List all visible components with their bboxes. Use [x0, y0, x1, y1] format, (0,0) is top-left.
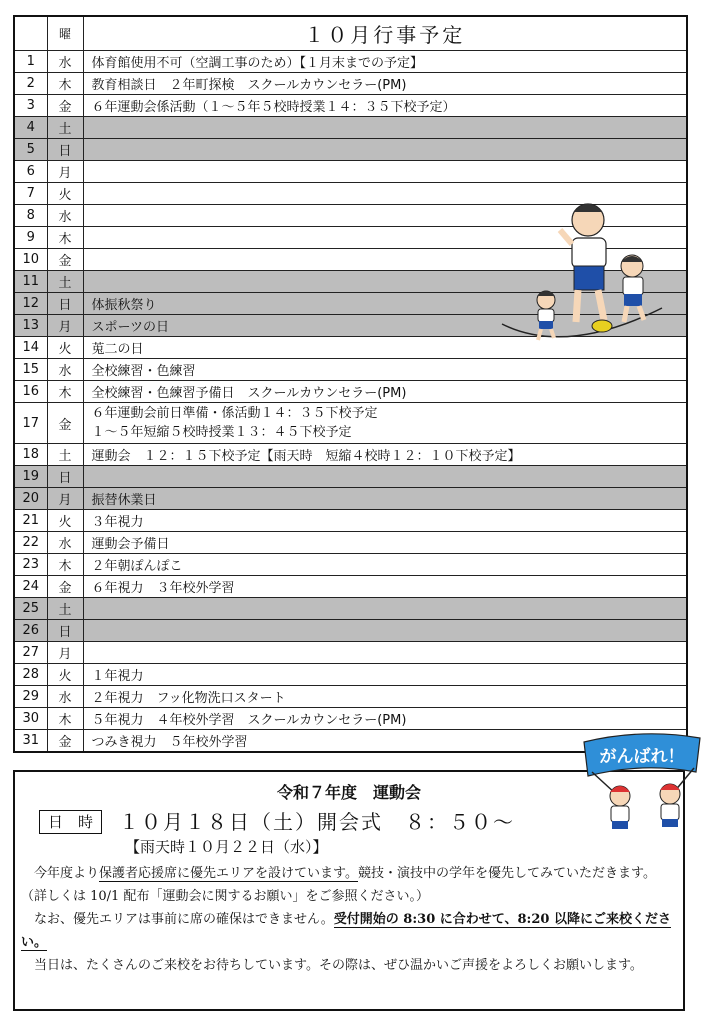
event-text: ２年朝ぽんぽこ: [91, 559, 183, 574]
day-number: 19: [14, 466, 47, 488]
event-cell: [83, 576, 687, 598]
p2-underlined: 受付開始の 8:30 に合わせて、8:20 以降にご来校ください。: [21, 912, 671, 950]
schedule-row: [14, 73, 687, 95]
cheering-kids-illustration: [578, 728, 706, 838]
weekday: 水: [47, 359, 83, 381]
day-number: 29: [14, 686, 47, 708]
weekday: 木: [47, 554, 83, 576]
schedule-row: [14, 664, 687, 686]
notice-paragraph-1: [21, 862, 673, 908]
day-number: 22: [14, 532, 47, 554]
event-text: 莵二の日: [91, 342, 144, 357]
schedule-row: [14, 708, 687, 730]
day-number: 9: [14, 227, 47, 249]
event-cell: [83, 359, 687, 381]
schedule-row: [14, 510, 687, 532]
day-number: 20: [14, 488, 47, 510]
schedule-body: [14, 51, 687, 753]
date-label: 日 時: [39, 810, 102, 834]
event-text: 運動会予備日: [91, 537, 170, 552]
notice-paragraph-2: [21, 908, 673, 954]
weekday: 月: [47, 315, 83, 337]
schedule-row: [14, 466, 687, 488]
day-number: 16: [14, 381, 47, 403]
day-number: 13: [14, 315, 47, 337]
day-number: 7: [14, 183, 47, 205]
day-number: 23: [14, 554, 47, 576]
weekday: 土: [47, 598, 83, 620]
weekday: 日: [47, 620, 83, 642]
day-number: 25: [14, 598, 47, 620]
schedule-row: [14, 598, 687, 620]
schedule-row: [14, 686, 687, 708]
event-text: つみき視力 ５年校外学習: [91, 735, 248, 750]
schedule-row: [14, 576, 687, 598]
weekday: 土: [47, 271, 83, 293]
day-number: 1: [14, 51, 47, 73]
p1-text-a: 今年度より: [34, 866, 100, 881]
event-cell: [83, 554, 687, 576]
event-cell: [83, 510, 687, 532]
day-number: 18: [14, 444, 47, 466]
weekday: 火: [47, 337, 83, 359]
day-number: 8: [14, 205, 47, 227]
running-family-illustration: [496, 196, 674, 356]
event-cell: [83, 161, 687, 183]
schedule-row: [14, 642, 687, 664]
weekday: 土: [47, 117, 83, 139]
weekday: 火: [47, 664, 83, 686]
event-cell: [83, 403, 687, 444]
event-text: 全校練習・色練習予備日 スクールカウンセラー(PM): [91, 386, 407, 401]
day-number: 4: [14, 117, 47, 139]
day-number: 11: [14, 271, 47, 293]
event-text: スポーツの日: [91, 320, 169, 335]
schedule-row: [14, 359, 687, 381]
event-cell: [83, 620, 687, 642]
p2-text-a: なお、優先エリアは事前に席の確保はできません。: [34, 912, 334, 927]
schedule-row: [14, 488, 687, 510]
schedule-row: [14, 95, 687, 117]
p1-underlined: 保護者応援席に優先エリアを設けています。: [99, 866, 358, 881]
schedule-table: [13, 15, 688, 753]
day-number: 17: [14, 403, 47, 444]
weekday: 木: [47, 73, 83, 95]
event-cell: [83, 488, 687, 510]
event-text: ３年視力: [91, 515, 144, 530]
weekday: 木: [47, 227, 83, 249]
day-number: 28: [14, 664, 47, 686]
schedule-row: [14, 444, 687, 466]
schedule-row: [14, 117, 687, 139]
event-text: ６年視力 ３年校外学習: [91, 581, 235, 596]
day-number: 24: [14, 576, 47, 598]
event-cell: [83, 708, 687, 730]
event-cell: [83, 598, 687, 620]
day-number: 31: [14, 730, 47, 753]
weekday: 日: [47, 293, 83, 315]
day-number: 6: [14, 161, 47, 183]
event-cell: [83, 381, 687, 403]
event-text: 教育相談日 ２年町探検 スクールカウンセラー(PM): [91, 78, 407, 93]
event-cell: [83, 117, 687, 139]
notice-paragraph-3: 当日は、たくさんのご来校をお待ちしています。その際は、ぜひ温かいご声援をよろしくお願いします。: [34, 958, 643, 973]
schedule-row: [14, 532, 687, 554]
schedule-header-row: [14, 16, 687, 51]
schedule-row: [14, 161, 687, 183]
event-cell: [83, 642, 687, 664]
schedule-row: [14, 620, 687, 642]
weekday: 金: [47, 403, 83, 444]
weekday: 月: [47, 161, 83, 183]
schedule-title: １０月行事予定: [83, 16, 687, 51]
weekday: 火: [47, 183, 83, 205]
banner-text: がんばれ！: [599, 747, 685, 767]
event-text: １～５年短縮５校時授業１３：４５下校予定: [91, 425, 352, 440]
event-cell: [83, 444, 687, 466]
weekday: 水: [47, 205, 83, 227]
day-number: 21: [14, 510, 47, 532]
event-cell: [83, 95, 687, 117]
event-text: 運動会 １２：１５下校予定【雨天時 短縮４校時１２：１０下校予定】: [91, 449, 521, 464]
day-number: 12: [14, 293, 47, 315]
event-date: １０月１８日（土）開会式 ８：５０～: [119, 810, 515, 834]
weekday: 金: [47, 730, 83, 753]
event-text: ６年運動会係活動（１～５年５校時授業１４：３５下校予定）: [91, 100, 456, 115]
event-text: ６年運動会前日準備・係活動１４：３５下校予定: [91, 406, 378, 421]
weekday: 金: [47, 576, 83, 598]
event-cell: [83, 532, 687, 554]
schedule-row: [14, 554, 687, 576]
event-cell: [83, 139, 687, 161]
schedule-row: [14, 139, 687, 161]
day-number: 30: [14, 708, 47, 730]
schedule-row: [14, 403, 687, 444]
day-number: 2: [14, 73, 47, 95]
schedule-row: [14, 51, 687, 73]
weekday-column-header: 曜: [47, 16, 83, 51]
weekday: 水: [47, 532, 83, 554]
day-number: 10: [14, 249, 47, 271]
day-number: 27: [14, 642, 47, 664]
weekday: 月: [47, 642, 83, 664]
event-text: 体振秋祭り: [91, 298, 157, 313]
weekday: 日: [47, 466, 83, 488]
notice-title: 令和７年度 運動会: [276, 783, 421, 802]
weekday: 金: [47, 95, 83, 117]
weekday: 土: [47, 444, 83, 466]
event-cell: [83, 664, 687, 686]
event-text: １年視力: [91, 669, 144, 684]
weekday: 水: [47, 686, 83, 708]
event-text: ５年視力 ４年校外学習 スクールカウンセラー(PM): [91, 713, 407, 728]
weekday: 月: [47, 488, 83, 510]
weekday: 木: [47, 708, 83, 730]
event-text: 全校練習・色練習: [91, 364, 196, 379]
weekday: 火: [47, 510, 83, 532]
weekday: 水: [47, 51, 83, 73]
event-cell: [83, 73, 687, 95]
weekday: 木: [47, 381, 83, 403]
day-number: 5: [14, 139, 47, 161]
event-text: ２年視力 フッ化物洗口スタート: [91, 691, 286, 706]
day-number: 14: [14, 337, 47, 359]
schedule-row: [14, 381, 687, 403]
notice-body: [21, 862, 673, 977]
rain-date: 【雨天時１０月２２日（水）】: [125, 838, 328, 856]
day-number: 15: [14, 359, 47, 381]
weekday: 金: [47, 249, 83, 271]
day-number: 3: [14, 95, 47, 117]
event-text: 体育館使用不可（空調工事のため）【１月末までの予定】: [91, 56, 424, 71]
day-column-header: [14, 16, 47, 51]
event-cell: [83, 51, 687, 73]
weekday: 日: [47, 139, 83, 161]
p1-text-b: 競技・演技中の学年を優先してみていただきます。（詳しくは 10/1 配布「運動会に関するお願い」をご参照ください。）: [21, 866, 656, 904]
event-cell: [83, 686, 687, 708]
day-number: 26: [14, 620, 47, 642]
event-text: 振替休業日: [91, 493, 157, 508]
event-cell: [83, 466, 687, 488]
